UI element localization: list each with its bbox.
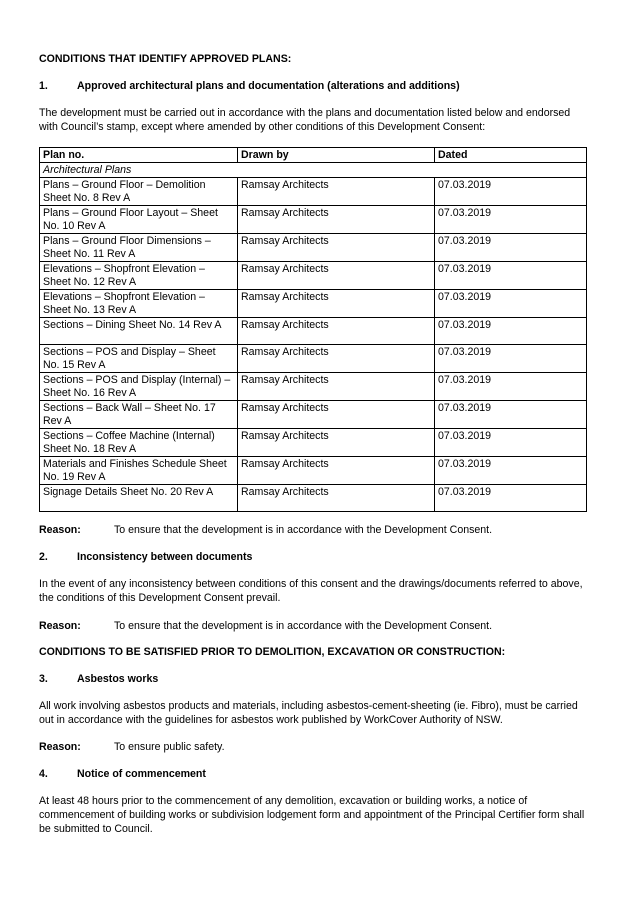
condition-4-heading [39, 768, 206, 780]
table-row [40, 206, 587, 234]
cell-dated: 07.03.2019 [435, 345, 587, 373]
reason-text: To ensure that the development is in accordance with the Development Consent. [114, 620, 493, 632]
table-group-row [40, 163, 587, 178]
cell-dated: 07.03.2019 [435, 457, 587, 485]
cell-plan-no: Sections – POS and Display (Internal) – Sheet No. 16 Rev A [40, 373, 238, 401]
cell-drawn-by: Ramsay Architects [238, 345, 435, 373]
table-row [40, 401, 587, 429]
condition-2-title: Inconsistency between documents [77, 551, 253, 563]
cell-drawn-by: Ramsay Architects [238, 485, 435, 512]
reason-text: To ensure public safety. [114, 741, 225, 753]
cell-dated: 07.03.2019 [435, 373, 587, 401]
cell-plan-no: Plans – Ground Floor Dimensions – Sheet No. 11 Rev A [40, 234, 238, 262]
table-row [40, 234, 587, 262]
cell-dated: 07.03.2019 [435, 234, 587, 262]
condition-1-reason [39, 524, 492, 536]
cell-drawn-by: Ramsay Architects [238, 318, 435, 345]
table-row [40, 429, 587, 457]
cell-plan-no: Elevations – Shopfront Elevation – Sheet No. 12 Rev A [40, 262, 238, 290]
approved-plans-table [39, 147, 587, 512]
condition-1-number: 1. [39, 80, 48, 92]
cell-drawn-by: Ramsay Architects [238, 206, 435, 234]
condition-2-text: In the event of any inconsistency between conditions of this consent and the drawings/documents referred to above, the conditions of this Development Consent prevail. [39, 578, 583, 604]
condition-2-reason [39, 620, 492, 632]
cell-drawn-by: Ramsay Architects [238, 429, 435, 457]
header-drawn-by: Drawn by [238, 148, 435, 163]
cell-plan-no: Signage Details Sheet No. 20 Rev A [40, 485, 238, 512]
table-row [40, 373, 587, 401]
section-heading-approved-plans: CONDITIONS THAT IDENTIFY APPROVED PLANS: [39, 53, 292, 65]
cell-drawn-by: Ramsay Architects [238, 234, 435, 262]
condition-1-intro: The development must be carried out in accordance with the plans and documentation listed below and endorsed with Council’s stamp, except where amended by other conditions of this Development Consent: [39, 107, 571, 133]
cell-drawn-by: Ramsay Architects [238, 457, 435, 485]
table-row [40, 345, 587, 373]
cell-plan-no: Sections – Dining Sheet No. 14 Rev A [40, 318, 238, 345]
condition-2-number: 2. [39, 551, 48, 563]
cell-dated: 07.03.2019 [435, 318, 587, 345]
cell-plan-no: Elevations – Shopfront Elevation – Sheet No. 13 Rev A [40, 290, 238, 318]
table-row [40, 318, 587, 345]
cell-dated: 07.03.2019 [435, 178, 587, 206]
cell-plan-no: Materials and Finishes Schedule Sheet No. 19 Rev A [40, 457, 238, 485]
table-row [40, 290, 587, 318]
header-plan-no: Plan no. [40, 148, 238, 163]
group-label: Architectural Plans [40, 163, 587, 178]
reason-label: Reason: [39, 741, 81, 753]
condition-1-heading [39, 80, 460, 92]
cell-plan-no: Sections – Back Wall – Sheet No. 17 Rev A [40, 401, 238, 429]
cell-drawn-by: Ramsay Architects [238, 290, 435, 318]
cell-drawn-by: Ramsay Architects [238, 401, 435, 429]
condition-4-text: At least 48 hours prior to the commencement of any demolition, excavation or building works, a notice of commencement of building works or subdivision lodgement form and appointment of the Principal Certifier form shall be submitted to Council. [39, 795, 585, 835]
cell-drawn-by: Ramsay Architects [238, 262, 435, 290]
cell-plan-no: Sections – Coffee Machine (Internal) Sheet No. 18 Rev A [40, 429, 238, 457]
cell-dated: 07.03.2019 [435, 401, 587, 429]
cell-plan-no: Sections – POS and Display – Sheet No. 15 Rev A [40, 345, 238, 373]
reason-label: Reason: [39, 620, 81, 632]
cell-drawn-by: Ramsay Architects [238, 178, 435, 206]
condition-3-heading [39, 673, 158, 685]
cell-dated: 07.03.2019 [435, 429, 587, 457]
condition-4-number: 4. [39, 768, 48, 780]
table-row [40, 485, 587, 512]
section-heading-prior-to-demolition: CONDITIONS TO BE SATISFIED PRIOR TO DEMOLITION, EXCAVATION OR CONSTRUCTION: [39, 646, 506, 658]
header-dated: Dated [435, 148, 587, 163]
table-row [40, 457, 587, 485]
condition-3-reason [39, 741, 225, 753]
reason-text: To ensure that the development is in accordance with the Development Consent. [114, 524, 493, 536]
cell-dated: 07.03.2019 [435, 206, 587, 234]
cell-dated: 07.03.2019 [435, 262, 587, 290]
condition-3-number: 3. [39, 673, 48, 685]
cell-dated: 07.03.2019 [435, 290, 587, 318]
condition-3-title: Asbestos works [77, 673, 159, 685]
table-row [40, 178, 587, 206]
condition-2-heading [39, 551, 252, 563]
condition-3-text: All work involving asbestos products and materials, including asbestos-cement-sheeting (ie. Fibro), must be carried out in accordance with the guidelines for asbestos work published by WorkCover Authority of NSW. [39, 700, 578, 726]
condition-1-title: Approved architectural plans and documentation (alterations and additions) [77, 80, 460, 92]
cell-drawn-by: Ramsay Architects [238, 373, 435, 401]
cell-plan-no: Plans – Ground Floor – Demolition Sheet No. 8 Rev A [40, 178, 238, 206]
cell-dated: 07.03.2019 [435, 485, 587, 512]
table-row [40, 262, 587, 290]
cell-plan-no: Plans – Ground Floor Layout – Sheet No. 10 Rev A [40, 206, 238, 234]
reason-label: Reason: [39, 524, 81, 536]
condition-4-title: Notice of commencement [77, 768, 206, 780]
table-header-row [40, 148, 587, 163]
